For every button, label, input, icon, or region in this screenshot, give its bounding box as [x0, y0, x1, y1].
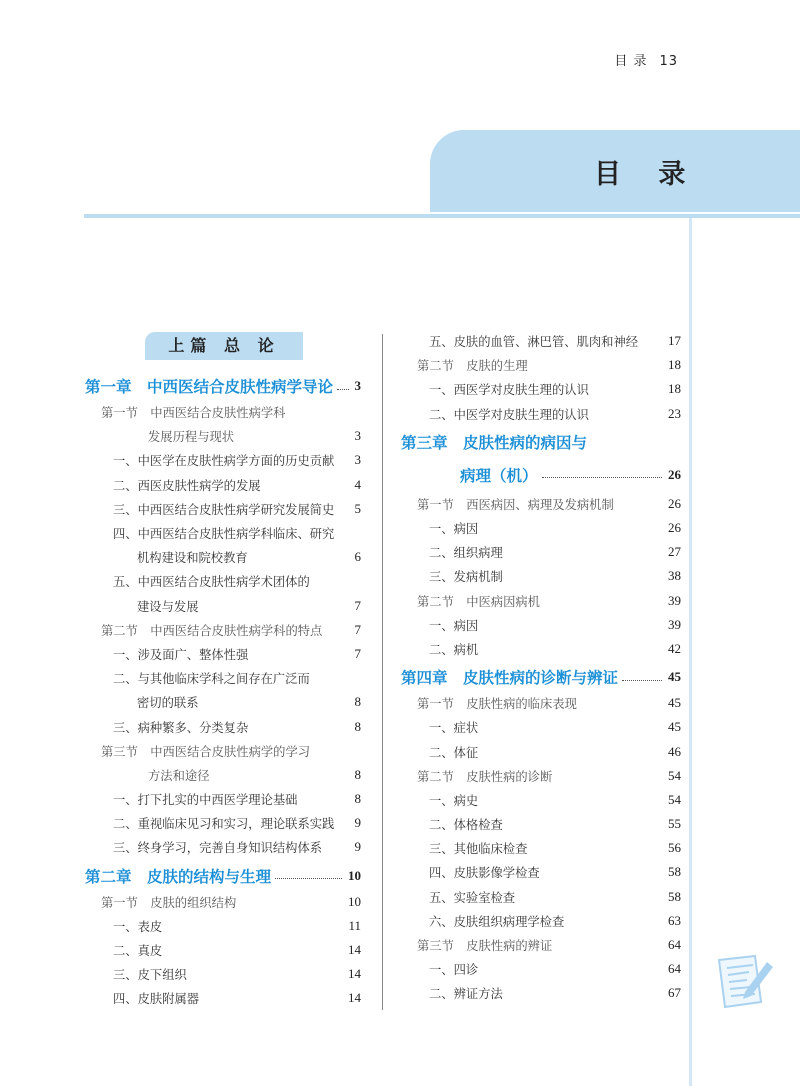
toc-page-number: 7	[354, 597, 361, 613]
toc-page-number: 8	[354, 791, 361, 807]
toc-item-entry[interactable]	[85, 986, 361, 1010]
toc-page-number: 56	[668, 840, 681, 856]
toc-page-number: 7	[354, 645, 361, 661]
part-heading: 上篇 总 论	[145, 332, 303, 360]
toc-entry-title: 第一节 西医病因、病理及发病机制	[417, 497, 614, 512]
page-title: 目 录	[594, 159, 700, 190]
toc-item-entry[interactable]	[401, 637, 681, 661]
toc-item-entry[interactable]	[85, 914, 361, 938]
toc-item-entry[interactable]	[85, 521, 361, 545]
toc-entry-title: 四、皮肤附属器	[113, 992, 200, 1007]
toc-page-number: 17	[668, 333, 681, 349]
toc-entry-title: 六、皮肤组织病理学检查	[429, 914, 565, 929]
toc-section-entry[interactable]	[85, 739, 361, 763]
toc-item-entry[interactable]	[85, 448, 361, 472]
toc-page-number: 3	[354, 428, 361, 444]
toc-entry-title: 二、真皮	[113, 944, 163, 959]
toc-entry-title: 第二章 皮肤的结构与生理	[85, 867, 272, 886]
toc-item-entry[interactable]	[401, 836, 681, 860]
toc-item-entry[interactable]	[85, 811, 361, 835]
toc-right-column	[401, 329, 681, 1006]
toc-page-number: 23	[668, 405, 681, 421]
toc-page-number: 14	[348, 942, 361, 958]
toc-entry-title: 第一节 中西医结合皮肤性病学科	[101, 406, 286, 421]
toc-page-number: 8	[354, 718, 361, 734]
running-head	[614, 50, 678, 69]
toc-section-entry[interactable]	[85, 763, 361, 787]
toc-page-number: 45	[668, 719, 681, 735]
toc-entry-title: 五、皮肤的血管、淋巴管、肌肉和神经	[429, 335, 639, 350]
toc-entry-title: 二、重视临床见习和实习，理论联系实践	[113, 817, 335, 832]
toc-item-entry[interactable]	[85, 594, 361, 618]
toc-page-number: 54	[668, 791, 681, 807]
toc-entry-title: 第二节 中医病因病机	[417, 594, 540, 609]
toc-item-entry[interactable]	[401, 909, 681, 933]
toc-entry-title: 一、表皮	[113, 919, 163, 934]
toc-page-number: 39	[668, 616, 681, 632]
toc-entry-title: 机构建设和院校教育	[137, 551, 248, 566]
toc-item-entry[interactable]	[85, 666, 361, 690]
toc-entry-title: 第三章 皮肤性病的病因与	[401, 433, 588, 452]
toc-page-number: 18	[668, 381, 681, 397]
toc-item-entry[interactable]	[85, 690, 361, 714]
toc-page-number: 8	[354, 694, 361, 710]
toc-page-number: 7	[354, 621, 361, 637]
toc-entry-title: 二、西医皮肤性病学的发展	[113, 478, 261, 493]
toc-page-number: 26	[668, 466, 681, 482]
toc-page-number: 54	[668, 767, 681, 783]
toc-item-entry[interactable]	[401, 564, 681, 588]
toc-entry-title: 一、中医学在皮肤性病学方面的历史贡献	[113, 454, 335, 469]
toc-chapter-entry[interactable]	[85, 372, 361, 400]
toc-item-entry[interactable]	[401, 812, 681, 836]
toc-page-number: 45	[668, 695, 681, 711]
toc-item-entry[interactable]	[401, 885, 681, 909]
header-rule	[84, 214, 800, 218]
toc-entry-title: 密切的联系	[137, 696, 199, 711]
toc-entry-title: 一、症状	[429, 721, 479, 736]
toc-section-entry[interactable]	[85, 424, 361, 448]
toc-entry-title: 第一章 中西医结合皮肤性病学导论	[85, 378, 334, 396]
toc-page-number: 45	[668, 669, 681, 685]
toc-entry-title: 第二节 皮肤性病的诊断	[417, 769, 553, 784]
toc-page-number: 11	[348, 917, 361, 933]
toc-page-number: 26	[668, 520, 681, 536]
toc-chapter-entry[interactable]	[401, 663, 681, 691]
toc-item-entry[interactable]	[401, 402, 681, 426]
toc-entry-title: 五、中西医结合皮肤性病学术团体的	[113, 575, 310, 590]
toc-entry-title: 二、体格检查	[429, 818, 503, 833]
toc-page-number: 26	[668, 495, 681, 511]
toc-item-entry[interactable]	[401, 715, 681, 739]
toc-entry-title: 二、组织病理	[429, 546, 503, 561]
toc-entry-title: 二、病机	[429, 642, 479, 657]
toc-page-number: 6	[354, 549, 361, 565]
toc-item-entry[interactable]	[401, 540, 681, 564]
running-head-label: 目 录	[614, 54, 648, 69]
toc-page-number: 9	[354, 839, 361, 855]
toc-page-number: 8	[354, 766, 361, 782]
page-number: 13	[659, 54, 678, 69]
toc-entry-title: 二、中医学对皮肤生理的认识	[429, 407, 589, 422]
dot-leader	[622, 680, 662, 681]
toc-item-entry[interactable]	[401, 957, 681, 981]
toc-page-number: 27	[668, 544, 681, 560]
toc-item-entry[interactable]	[85, 473, 361, 497]
toc-left-column	[85, 370, 361, 1011]
toc-entry-title: 二、体征	[429, 745, 479, 760]
toc-entry-title: 第一节 皮肤性病的临床表现	[417, 697, 577, 712]
toc-page-number: 3	[354, 378, 361, 393]
toc-page-number: 46	[668, 743, 681, 759]
toc-section-entry[interactable]	[85, 400, 361, 424]
toc-item-entry[interactable]	[85, 569, 361, 593]
toc-entry-title: 一、病因	[429, 618, 479, 633]
dot-leader	[275, 878, 342, 879]
toc-entry-title: 一、涉及面广、整体性强	[113, 647, 249, 662]
toc-item-entry[interactable]	[401, 739, 681, 763]
toc-entry-title: 第四章 皮肤性病的诊断与辨证	[401, 669, 619, 688]
toc-page-number: 58	[668, 864, 681, 880]
toc-page-number: 10	[348, 893, 361, 909]
toc-item-entry[interactable]	[85, 714, 361, 738]
toc-page-number: 63	[668, 912, 681, 928]
toc-page-number: 4	[354, 476, 361, 492]
toc-entry-title: 建设与发展	[137, 599, 199, 614]
toc-page-number: 64	[668, 961, 681, 977]
dot-leader	[542, 477, 662, 478]
toc-item-entry[interactable]	[85, 497, 361, 521]
toc-entry-title: 三、发病机制	[429, 570, 503, 585]
toc-entry-title: 第三节 皮肤性病的辨证	[417, 939, 553, 954]
toc-section-entry[interactable]	[85, 618, 361, 642]
toc-section-entry[interactable]	[401, 933, 681, 957]
dot-leader	[337, 389, 348, 390]
toc-entry-title: 病理（机）	[460, 466, 538, 485]
toc-entry-title: 一、四诊	[429, 963, 479, 978]
toc-entry-title: 四、中西医结合皮肤性病学科临床、研究	[113, 527, 335, 542]
toc-entry-title: 二、辨证方法	[429, 987, 503, 1002]
toc-section-entry[interactable]	[401, 589, 681, 613]
notepad-pencil-icon	[715, 950, 777, 1010]
toc-entry-title: 第二节 皮肤的生理	[417, 359, 528, 374]
toc-section-entry[interactable]	[401, 492, 681, 516]
toc-entry-title: 第二节 中西医结合皮肤性病学科的特点	[101, 623, 323, 638]
toc-item-entry[interactable]	[401, 613, 681, 637]
toc-page-number: 58	[668, 888, 681, 904]
margin-rule	[689, 218, 692, 1086]
toc-item-entry[interactable]	[85, 545, 361, 569]
toc-entry-title: 一、西医学对皮肤生理的认识	[429, 383, 589, 398]
toc-page-number: 14	[348, 990, 361, 1006]
toc-item-entry[interactable]	[85, 938, 361, 962]
toc-page-number: 38	[668, 568, 681, 584]
toc-entry-title: 三、皮下组织	[113, 968, 187, 983]
toc-item-entry[interactable]	[85, 962, 361, 986]
toc-section-entry[interactable]	[85, 890, 361, 914]
column-divider	[382, 334, 383, 1010]
toc-page-number: 67	[668, 985, 681, 1001]
toc-page-number: 5	[354, 500, 361, 516]
toc-page-number: 9	[354, 815, 361, 831]
toc-page-number: 39	[668, 592, 681, 608]
toc-page-number: 42	[668, 640, 681, 656]
toc-entry-title: 发展历程与现状	[148, 430, 235, 445]
toc-chapter-entry[interactable]	[401, 458, 681, 492]
toc-item-entry[interactable]	[85, 642, 361, 666]
toc-page-number: 18	[668, 357, 681, 373]
toc-entry-title: 二、与其他临床学科之间存在广泛而	[113, 672, 310, 687]
toc-entry-title: 三、其他临床检查	[429, 842, 528, 857]
toc-entry-title: 三、终身学习，完善自身知识结构体系	[113, 841, 323, 856]
toc-page-number: 3	[354, 452, 361, 468]
toc-item-entry[interactable]	[401, 516, 681, 540]
toc-entry-title: 第一节 皮肤的组织结构	[101, 895, 237, 910]
toc-page-number: 10	[348, 867, 361, 883]
toc-section-entry[interactable]	[401, 764, 681, 788]
toc-entry-title: 第三节 中西医结合皮肤性病学的学习	[101, 744, 311, 759]
toc-item-entry[interactable]	[401, 981, 681, 1005]
toc-page-number: 64	[668, 937, 681, 953]
toc-entry-title: 三、中西医结合皮肤性病学研究发展简史	[113, 502, 335, 517]
toc-section-entry[interactable]	[401, 691, 681, 715]
toc-item-entry[interactable]	[85, 787, 361, 811]
toc-entry-title: 四、皮肤影像学检查	[429, 866, 540, 881]
toc-item-entry[interactable]	[85, 835, 361, 859]
toc-chapter-entry[interactable]	[85, 862, 361, 890]
toc-entry-title: 五、实验室检查	[429, 890, 516, 905]
toc-entry-title: 一、打下扎实的中西医学理论基础	[113, 793, 298, 808]
toc-section-entry[interactable]	[401, 353, 681, 377]
toc-item-entry[interactable]	[401, 860, 681, 884]
toc-page-number: 55	[668, 816, 681, 832]
toc-item-entry[interactable]	[401, 329, 681, 353]
toc-page-number: 14	[348, 966, 361, 982]
toc-entry-title: 方法和途径	[148, 768, 210, 783]
toc-item-entry[interactable]	[401, 377, 681, 401]
toc-chapter-entry[interactable]	[401, 428, 681, 456]
toc-entry-title: 三、病种繁多、分类复杂	[113, 720, 249, 735]
toc-entry-title: 一、病史	[429, 793, 479, 808]
toc-entry-title: 一、病因	[429, 522, 479, 537]
toc-item-entry[interactable]	[401, 788, 681, 812]
